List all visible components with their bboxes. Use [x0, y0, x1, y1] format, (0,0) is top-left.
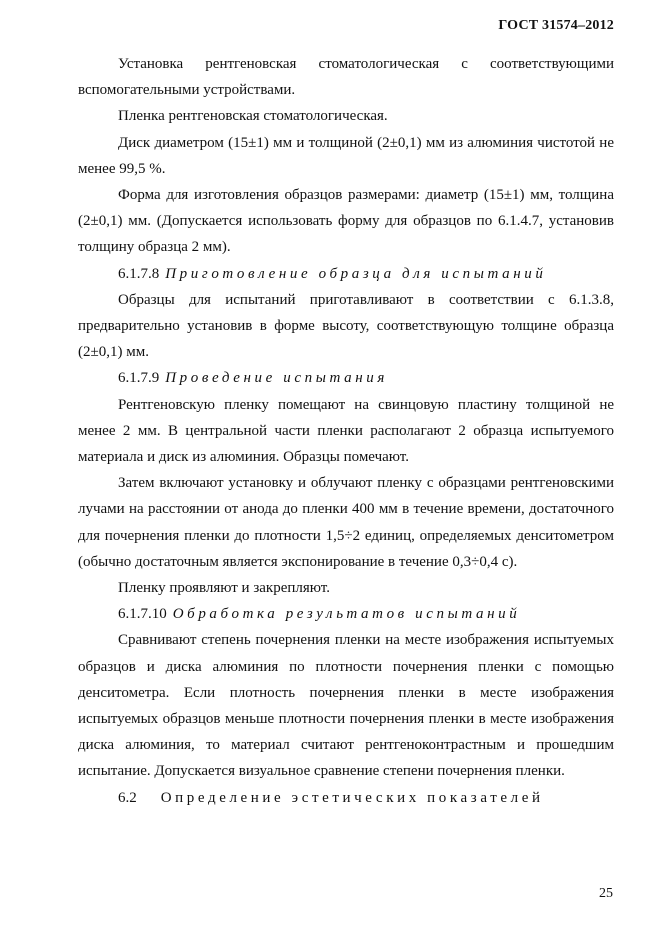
section-number: 6.2: [118, 789, 137, 806]
standard-header: ГОСТ 31574–2012: [498, 18, 614, 33]
paragraph-mold: Форма для изготовления образцов размерами: диаметр (15±1) мм, толщина (2±0,1) мм. (Допускается использовать форму для образцов по 6.1.4.7, установив толщину образца 2 мм).: [78, 187, 614, 256]
paragraph-irradiation: Затем включают установку и облучают пленку с образцами рентгеновскими лучами на расстоянии от анода до пленки 400 мм в течение времени, достаточного для почернения пленки до плотности 1,5÷2 единиц, определяемых денситометром (обычно достаточным является экспонирование в течение 0,3÷0,4 с).: [78, 475, 614, 570]
section-heading-6-1-7-8: [78, 261, 614, 287]
section-heading-6-2: [78, 785, 614, 811]
paragraph-develop: Пленку проявляют и закрепляют.: [118, 580, 330, 597]
paragraph-film: Пленка рентгеновская стоматологическая.: [118, 108, 388, 125]
section-heading-6-1-7-9: [78, 365, 614, 391]
paragraph-results: Сравнивают степень почернения пленки на месте изображения испытуемых образцов и диска алюминия по плотности почернения пленки с помощью денситометра. Если плотность почернения пленки в месте изображения испытуемых образцов меньше плотности почернения пленки в месте изображения диска алюминия, то материал считают рентгеноконтрастным и прошедшим испытание. Допускается визуальное сравнение степени почернения пленки.: [78, 632, 614, 780]
section-number: 6.1.7.9: [118, 370, 160, 387]
section-title: Проведение испытания: [165, 370, 388, 387]
section-title: Приготовление образца для испытаний: [165, 265, 547, 282]
section-title: Определение эстетических показателей: [160, 789, 544, 806]
paragraph-disk: Диск диаметром (15±1) мм и толщиной (2±0,1) мм из алюминия чистотой не менее 99,5 %.: [78, 134, 614, 177]
section-number: 6.1.7.8: [118, 265, 160, 282]
paragraph-film-placement: Рентгеновскую пленку помещают на свинцовую пластину толщиной не менее 2 мм. В центральной части пленки располагают 2 образца испытуемого материала и диск из алюминия. Образцы помечают.: [78, 396, 614, 466]
paragraph-sample-prep: Образцы для испытаний приготавливают в соответствии с 6.1.3.8, предварительно установив в форме высоту, соответствующую толщине образца (2±0,1) мм.: [78, 291, 614, 361]
section-title: Обработка результатов испытаний: [172, 606, 521, 623]
page-content: [78, 51, 614, 811]
section-number: 6.1.7.10: [118, 606, 167, 623]
page-number: 25: [599, 886, 613, 901]
section-heading-6-1-7-10: [78, 601, 614, 627]
paragraph-equipment: Установка рентгеновская стоматологическая с соответствующими вспомогательными устройствами.: [78, 56, 614, 99]
